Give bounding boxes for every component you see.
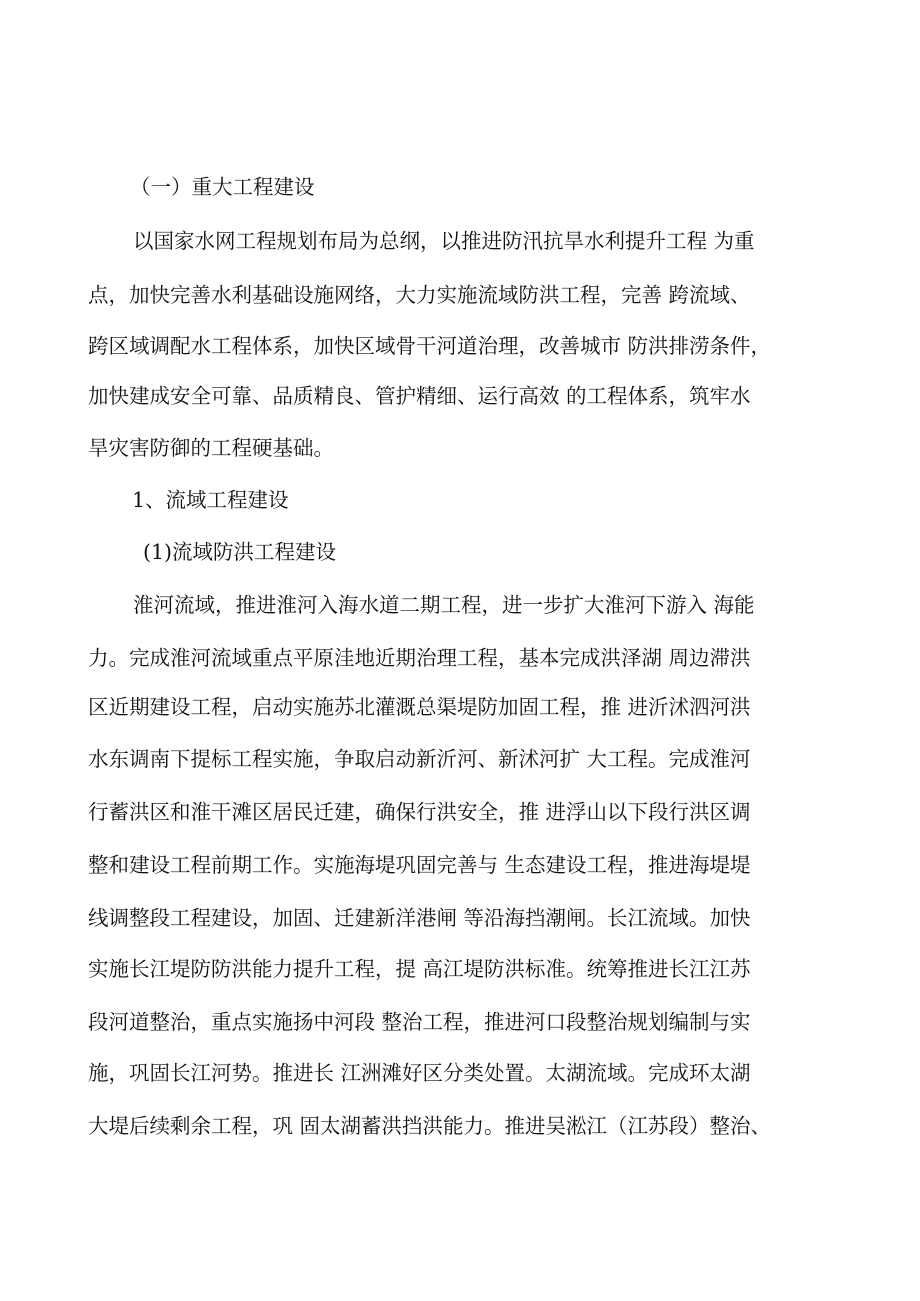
intro-paragraph-line: 加快建成安全可靠、品质精良、管护精细、运行高效 的工程体系，筑牢水: [88, 384, 751, 408]
body-paragraph-line: 区近期建设工程，启动实施苏北灌溉总渠堤防加固工程，推 进沂沭泗河洪: [88, 695, 751, 719]
body-paragraph-line: 力。完成淮河流域重点平原洼地近期治理工程，基本完成洪泽湖 周边滞洪: [88, 646, 751, 670]
intro-paragraph-line: 以国家水网工程规划布局为总纲，以推进防汛抗旱水利提升工程 为重: [133, 229, 755, 253]
intro-paragraph-line: 点，加快完善水利基础设施网络，大力实施流域防洪工程，完善 跨流域、: [88, 283, 751, 307]
item-heading: (1)流域防洪工程建设: [143, 540, 337, 564]
body-paragraph-line: 施，巩固长江河势。推进长 江洲滩好区分类处置。太湖流域。完成环太湖: [88, 1061, 751, 1085]
body-paragraph-line: 水东调南下提标工程实施，争取启动新沂河、新沭河扩 大工程。完成淮河: [88, 747, 751, 771]
section-heading: （一）重大工程建设: [130, 175, 315, 199]
intro-paragraph-line: 跨区域调配水工程体系，加快区域骨干河道治理，改善城市 防洪排涝条件，: [88, 334, 772, 358]
body-paragraph-line: 段河道整治，重点实施扬中河段 整治工程，推进河口段整治规划编制与实: [88, 1010, 751, 1034]
body-paragraph-line: 淮河流域，推进淮河入海水道二期工程，进一步扩大淮河下游入 海能: [133, 593, 755, 617]
body-paragraph-line: 大堤后续剩余工程，巩 固太湖蓄洪挡洪能力。推进吴淞江（江苏段）整治、: [88, 1114, 772, 1138]
body-paragraph-line: 行蓄洪区和淮干滩区居民迁建，确保行洪安全，推 进浮山以下段行洪区调: [88, 800, 751, 824]
body-paragraph-line: 线调整段工程建设，加固、迁建新洋港闸 等沿海挡潮闸。长江流域。加快: [88, 906, 751, 930]
body-paragraph-line: 实施长江堤防防洪能力提升工程，提 高江堤防洪标准。统筹推进长江江苏: [88, 957, 751, 981]
body-paragraph-line: 整和建设工程前期工作。实施海堤巩固完善与 生态建设工程，推进海堤堤: [88, 853, 751, 877]
subsection-heading: 1、流域工程建设: [132, 488, 289, 512]
intro-paragraph-line: 旱灾害防御的工程硬基础。: [88, 436, 334, 460]
